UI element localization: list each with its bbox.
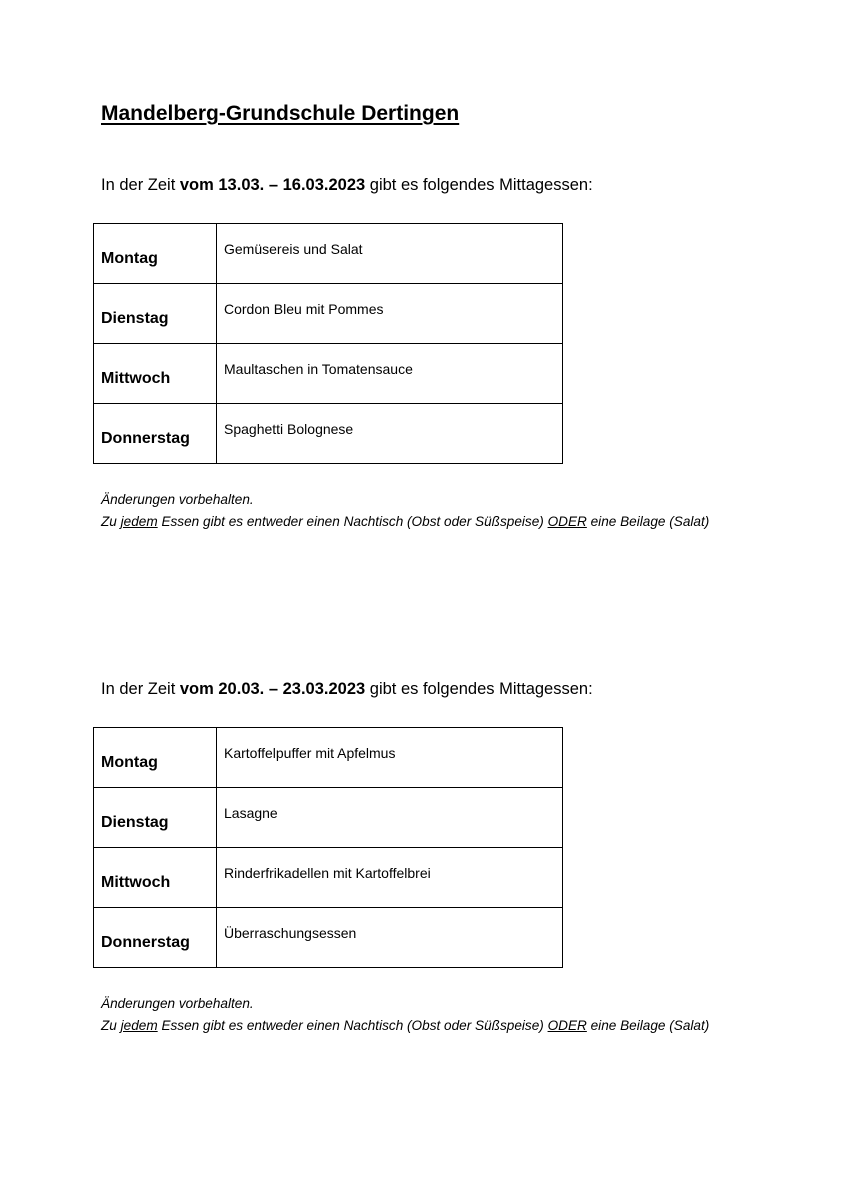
week-2-date-range: vom 20.03. – 23.03.2023 [179,680,366,698]
week-2-intro [101,680,593,699]
note-text: Zu [101,514,121,529]
table-row [94,284,563,344]
table-row [94,908,563,968]
meal-cell: Kartoffelpuffer mit Apfelmus [217,728,563,788]
meal-cell: Überraschungsessen [217,908,563,968]
page-title: Mandelberg-Grundschule Dertingen [101,102,460,125]
table-row [94,224,563,284]
table-row [94,344,563,404]
note-emphasis: ODER [547,514,587,529]
day-cell: Mittwoch [94,848,217,908]
day-cell: Dienstag [94,284,217,344]
meal-cell: Spaghetti Bolognese [217,404,563,464]
week-2-notes [101,993,709,1037]
note-emphasis: jedem [120,1018,158,1033]
note-text: Zu [101,1018,121,1033]
table-row [94,404,563,464]
note-text: eine Beilage (Salat) [586,514,710,529]
week-1-date-range: vom 13.03. – 16.03.2023 [179,176,366,194]
week-2-menu-table [93,727,563,968]
day-cell: Montag [94,728,217,788]
changes-note: Änderungen vorbehalten. [101,492,254,507]
side-dish-note [101,511,709,533]
day-cell: Dienstag [94,788,217,848]
week-1-intro [101,176,593,195]
week-1-menu-table [93,223,563,464]
day-cell: Mittwoch [94,344,217,404]
note-text: eine Beilage (Salat) [586,1018,710,1033]
note-text: Essen gibt es entweder einen Nachtisch (Obst oder Süßspeise) [157,514,548,529]
day-cell: Montag [94,224,217,284]
meal-cell: Cordon Bleu mit Pommes [217,284,563,344]
meal-cell: Gemüsereis und Salat [217,224,563,284]
table-row [94,848,563,908]
note-text: Essen gibt es entweder einen Nachtisch (Obst oder Süßspeise) [157,1018,548,1033]
meal-cell: Maultaschen in Tomatensauce [217,344,563,404]
day-cell: Donnerstag [94,404,217,464]
week-1-notes [101,489,709,533]
week-1-intro-prefix: In der Zeit [101,176,180,194]
table-row [94,788,563,848]
table-row [94,728,563,788]
note-emphasis: ODER [547,1018,587,1033]
day-cell: Donnerstag [94,908,217,968]
week-2-intro-suffix: gibt es folgendes Mittagessen: [365,680,593,698]
meal-cell: Rinderfrikadellen mit Kartoffelbrei [217,848,563,908]
side-dish-note [101,1015,709,1037]
week-1-intro-suffix: gibt es folgendes Mittagessen: [365,176,593,194]
changes-note: Änderungen vorbehalten. [101,996,254,1011]
week-2-intro-prefix: In der Zeit [101,680,180,698]
meal-cell: Lasagne [217,788,563,848]
note-emphasis: jedem [120,514,158,529]
